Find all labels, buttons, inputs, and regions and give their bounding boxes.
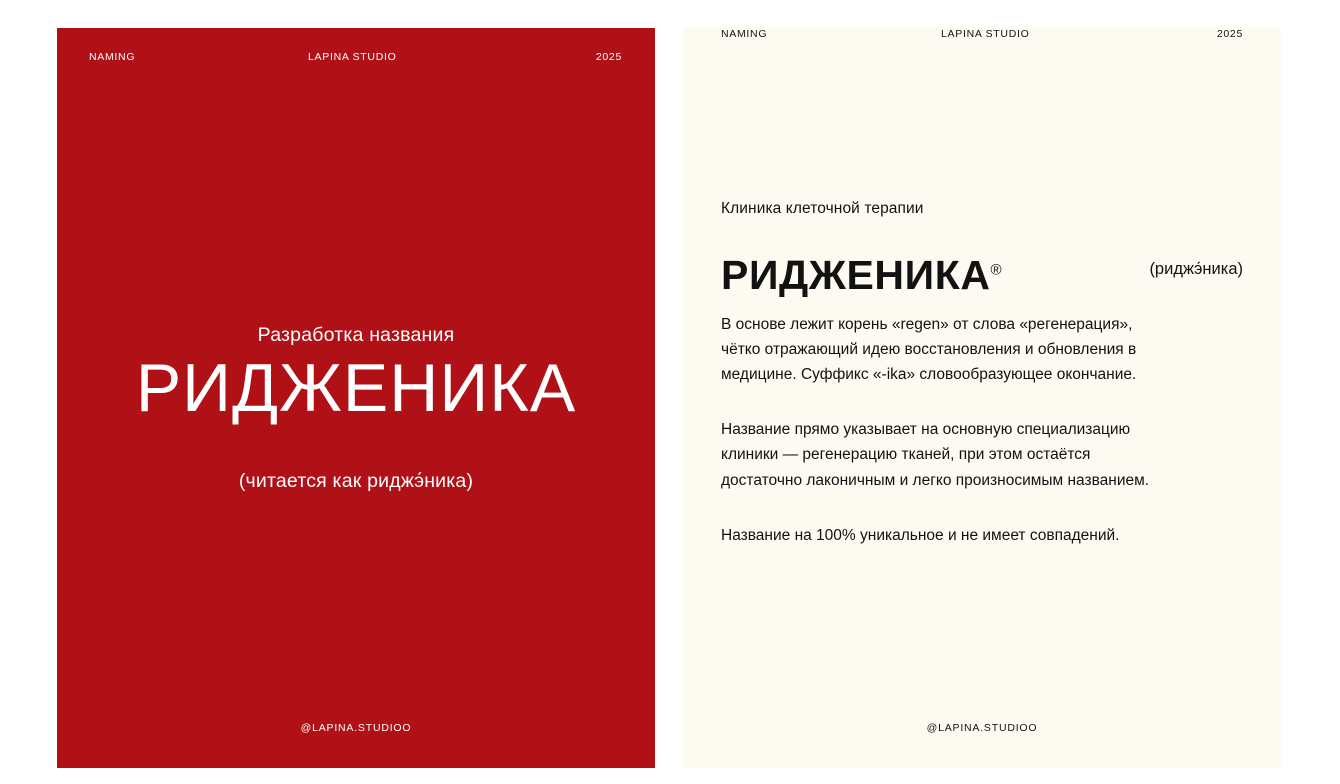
rationale-title: [721, 252, 1002, 299]
rationale-footer-handle: @LAPINA.STUDIOO: [926, 722, 1038, 734]
rationale-title-text: РИДЖЕНИКА: [721, 252, 991, 299]
header-label-year: 2025: [595, 51, 622, 63]
rationale-paragraph: Название на 100% уникальное и не имеет совпадений.: [721, 526, 1120, 544]
cover-footer-handle: @LAPINA.STUDIOO: [300, 722, 412, 734]
slide-rationale-content: [721, 200, 1243, 563]
cover-kicker: Разработка названия: [257, 324, 455, 346]
rationale-pronunciation: (риджэ́ника): [1149, 260, 1243, 278]
header-label-studio: LAPINA STUDIO: [941, 28, 1030, 40]
header-label-year: 2025: [1216, 28, 1243, 40]
header-label-naming: NAMING: [89, 51, 136, 63]
slide-rationale: [683, 28, 1281, 768]
rationale-title-row: [721, 228, 1243, 299]
cover-pronunciation: (читается как риджэ́ника): [238, 469, 474, 492]
rationale-eyebrow: Клиника клеточной терапии: [721, 200, 924, 217]
cover-title: РИДЖЕНИКА: [135, 350, 577, 427]
trademark-icon: ®: [990, 261, 1002, 279]
slide-cover-content: [57, 324, 655, 493]
header-label-studio: LAPINA STUDIO: [308, 51, 397, 63]
header-label-naming: NAMING: [721, 28, 768, 40]
rationale-paragraph: Название прямо указывает на основную специализацию клиники — регенерацию тканей, при этом остаётся достаточно лаконичным и легко произносимым названием.: [721, 421, 1150, 489]
slide-cover-header: [57, 51, 655, 69]
rationale-paragraph: В основе лежит корень «regen» от слова «регенерация», чётко отражающий идею восстановления и обновления в медицине. Суффикс «-ika» словообразующее окончание.: [721, 316, 1137, 384]
slide-cover: [57, 28, 655, 768]
